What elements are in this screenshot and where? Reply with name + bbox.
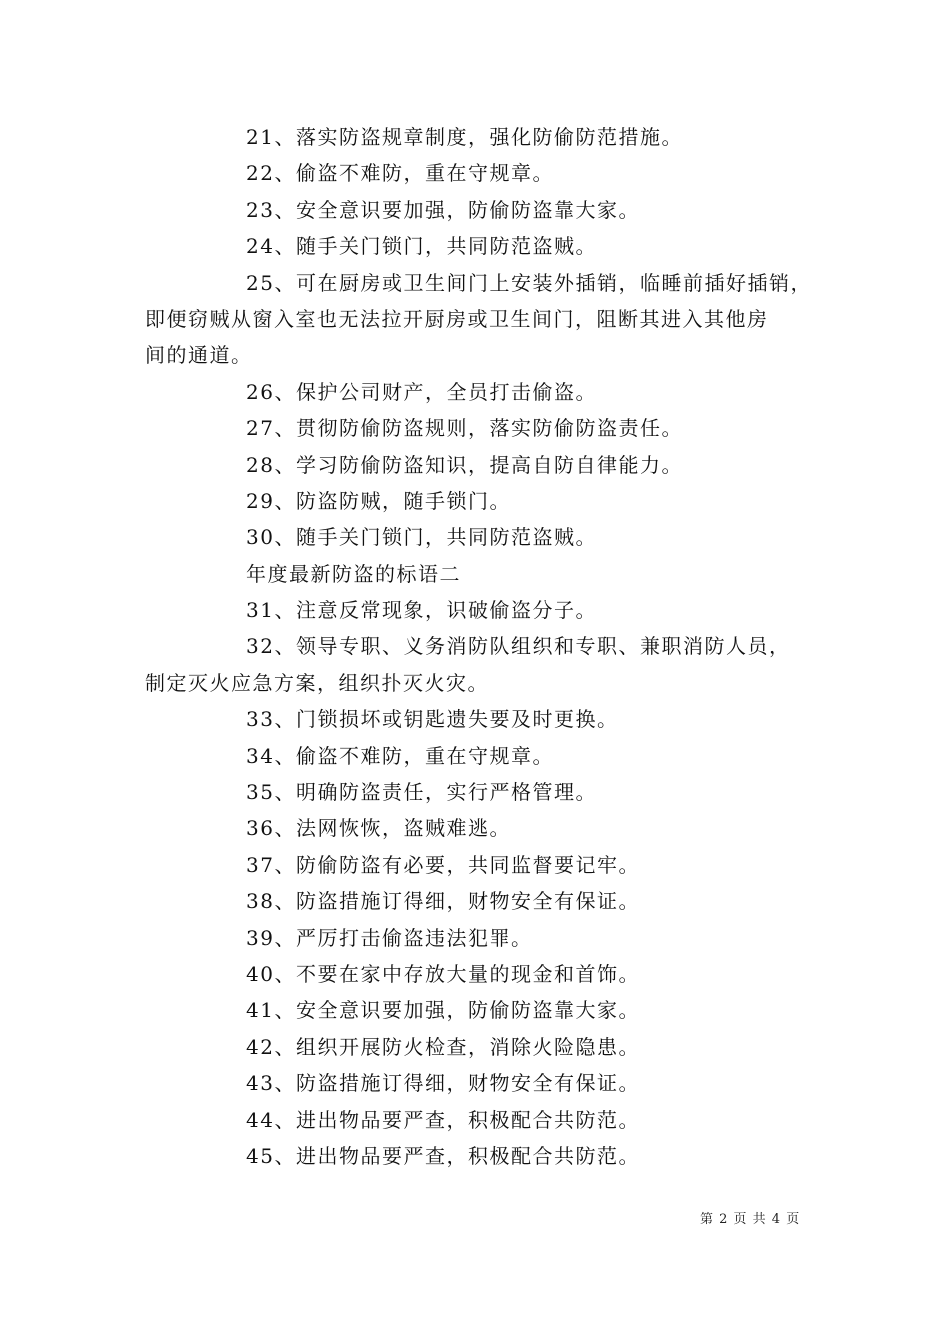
paragraph-line: 32、领导专职、义务消防队组织和专职、兼职消防人员， — [246, 634, 791, 659]
slogan-paragraph-32 — [145, 628, 835, 701]
slogan-line: 43、防盗措施订得细，财物安全有保证。 — [246, 1071, 640, 1096]
slogan-line: 42、组织开展防火检查，消除火险隐患。 — [246, 1034, 640, 1059]
slogan-line: 30、随手关门锁门，共同防范盗贼。 — [246, 525, 597, 550]
slogan-line: 21、落实防盗规章制度，强化防偷防范措施。 — [246, 125, 683, 149]
slogan-line: 23、安全意识要加强，防偷防盗靠大家。 — [246, 197, 640, 222]
paragraph-line: 间的通道。 — [145, 343, 253, 368]
slogan-line: 39、严厉打击偷盗违法犯罪。 — [246, 925, 533, 950]
slogan-line: 27、贯彻防偷防盗规则，落实防偷防盗责任。 — [246, 416, 683, 441]
slogan-line: 35、明确防盗责任，实行严格管理。 — [246, 780, 597, 805]
slogan-line: 40、不要在家中存放大量的现金和首饰。 — [246, 961, 640, 986]
slogan-line: 36、法网恢恢，盗贼难逃。 — [246, 816, 511, 841]
slogan-line: 33、门锁损坏或钥匙遗失要及时更换。 — [246, 707, 619, 732]
slogan-line: 41、安全意识要加强，防偷防盗靠大家。 — [246, 998, 640, 1023]
slogan-line: 22、偷盗不难防，重在守规章。 — [246, 161, 554, 186]
slogan-line: 31、注意反常现象，识破偷盗分子。 — [246, 598, 597, 623]
slogan-line: 28、学习防偷防盗知识，提高自防自律能力。 — [246, 452, 683, 477]
slogan-line: 38、防盗措施订得细，财物安全有保证。 — [246, 889, 640, 914]
slogan-paragraph-25 — [145, 265, 835, 374]
slogan-line: 37、防偷防盗有必要，共同监督要记牢。 — [246, 852, 640, 877]
slogan-line: 29、防盗防贼，随手锁门。 — [246, 488, 511, 513]
page-number: 第 2 页 共 4 页 — [700, 1212, 801, 1227]
document-body — [145, 119, 835, 1174]
slogan-line: 45、进出物品要严查，积极配合共防范。 — [246, 1143, 640, 1168]
slogan-line: 26、保护公司财产，全员打击偷盗。 — [246, 379, 597, 404]
slogan-line: 34、偷盗不难防，重在守规章。 — [246, 743, 554, 768]
paragraph-line: 即便窃贼从窗入室也无法拉开厨房或卫生间门，阻断其进入其他房 — [145, 306, 769, 331]
paragraph-line: 制定灭火应急方案，组织扑灭火灾。 — [145, 670, 489, 695]
section-heading: 年度最新防盗的标语二 — [246, 561, 461, 586]
slogan-line: 24、随手关门锁门，共同防范盗贼。 — [246, 234, 597, 259]
slogan-line: 44、进出物品要严查，积极配合共防范。 — [246, 1107, 640, 1132]
paragraph-line: 25、可在厨房或卫生间门上安装外插销，临睡前插好插销， — [246, 270, 812, 295]
